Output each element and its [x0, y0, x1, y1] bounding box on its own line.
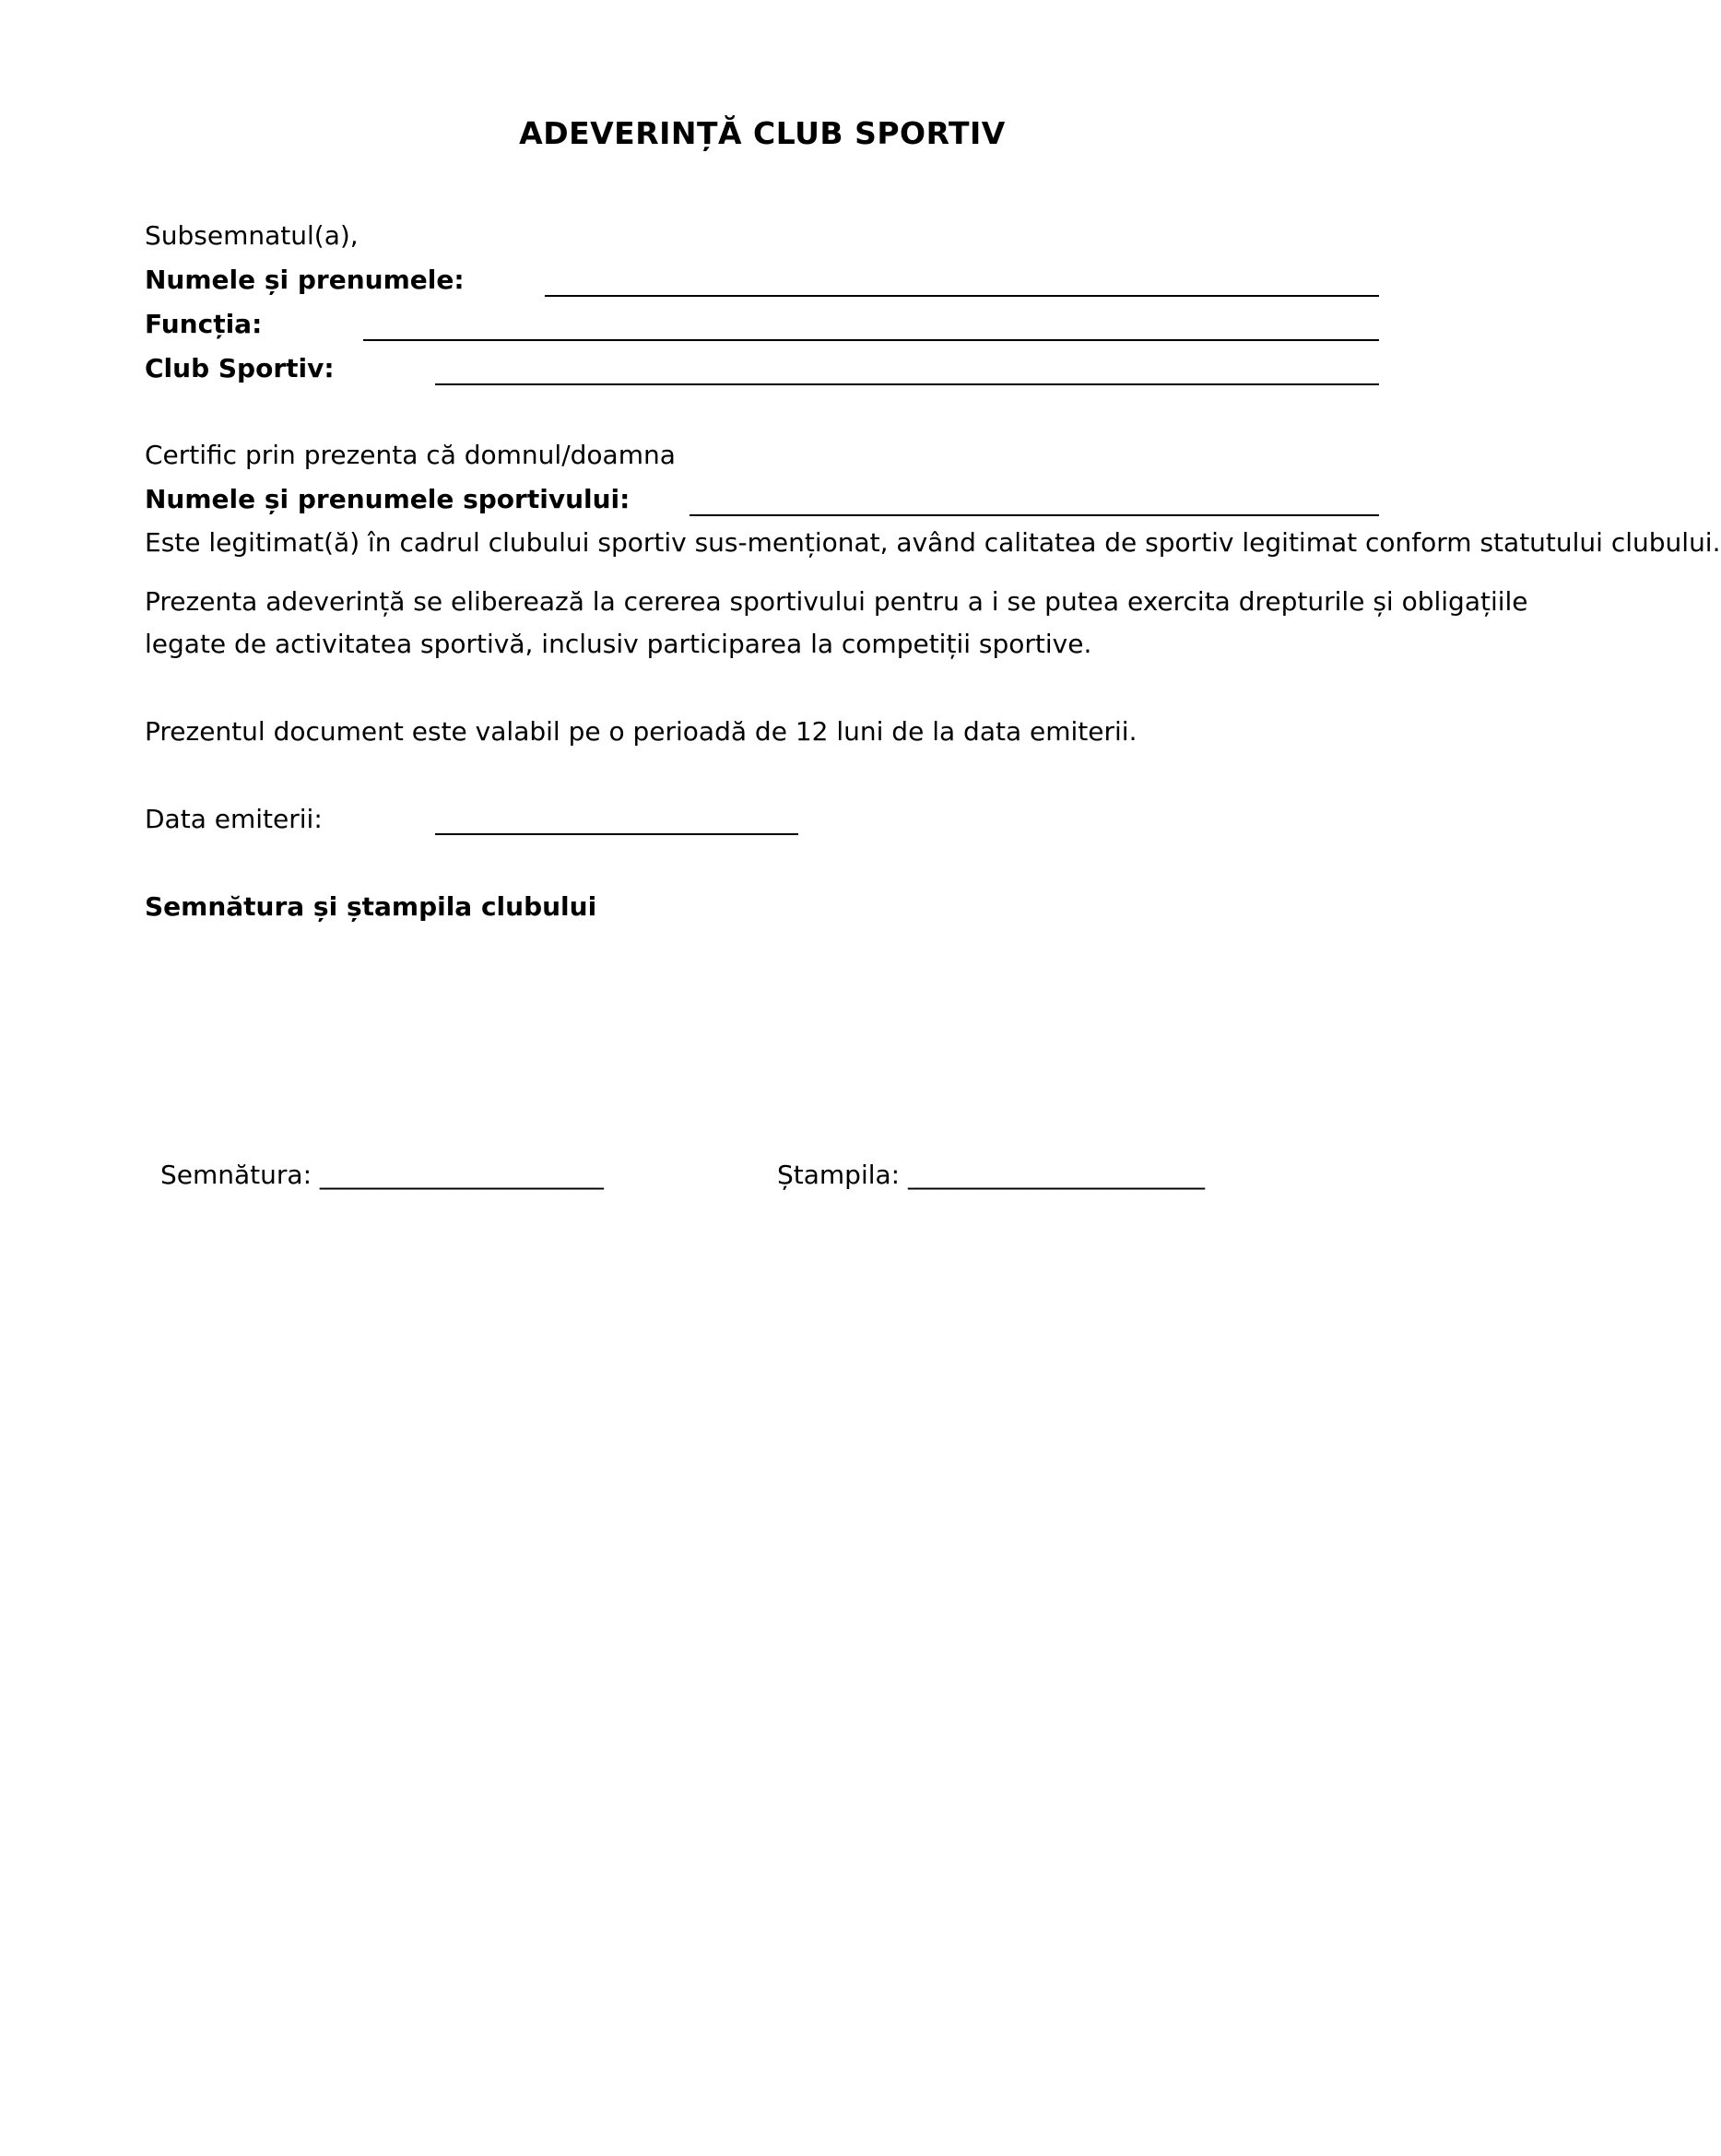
intro-text: Subsemnatul(a),	[145, 220, 359, 251]
purpose-text-line-2: legate de activitatea sportivă, inclusiv participarea la competiții sportive.	[145, 629, 1092, 659]
athlete-name-fill-line[interactable]	[690, 514, 1379, 516]
purpose-text-line-1: Prezenta adeverință se eliberează la cererea sportivului pentru a i se putea exercita drepturile și obligațiile	[145, 586, 1528, 617]
validity-text: Prezentul document este valabil pe o perioadă de 12 luni de la data emiterii.	[145, 716, 1138, 747]
signature-field[interactable]: Semnătura: ______________________	[160, 1160, 604, 1190]
function-fill-line[interactable]	[363, 339, 1379, 341]
athlete-name-label: Numele și prenumele sportivului:	[145, 484, 631, 514]
document-title: ADEVERINȚĂ CLUB SPORTIV	[519, 115, 1006, 151]
stamp-field[interactable]: Ștampila: _______________________	[777, 1160, 1206, 1190]
issue-date-fill-line[interactable]	[435, 833, 798, 835]
issue-date-label: Data emiterii:	[145, 804, 323, 834]
signature-section-heading: Semnătura și ștampila clubului	[145, 891, 597, 922]
function-label: Funcția:	[145, 309, 263, 339]
club-label: Club Sportiv:	[145, 353, 335, 383]
name-label: Numele și prenumele:	[145, 265, 465, 295]
certify-text: Certific prin prezenta că domnul/doamna	[145, 440, 676, 470]
club-fill-line[interactable]	[435, 383, 1379, 385]
legitimacy-text: Este legitimat(ă) în cadrul clubului sportiv sus-menționat, având calitatea de sportiv legitimat conform statutului clubului.	[145, 527, 1721, 558]
name-fill-line[interactable]	[545, 295, 1379, 297]
